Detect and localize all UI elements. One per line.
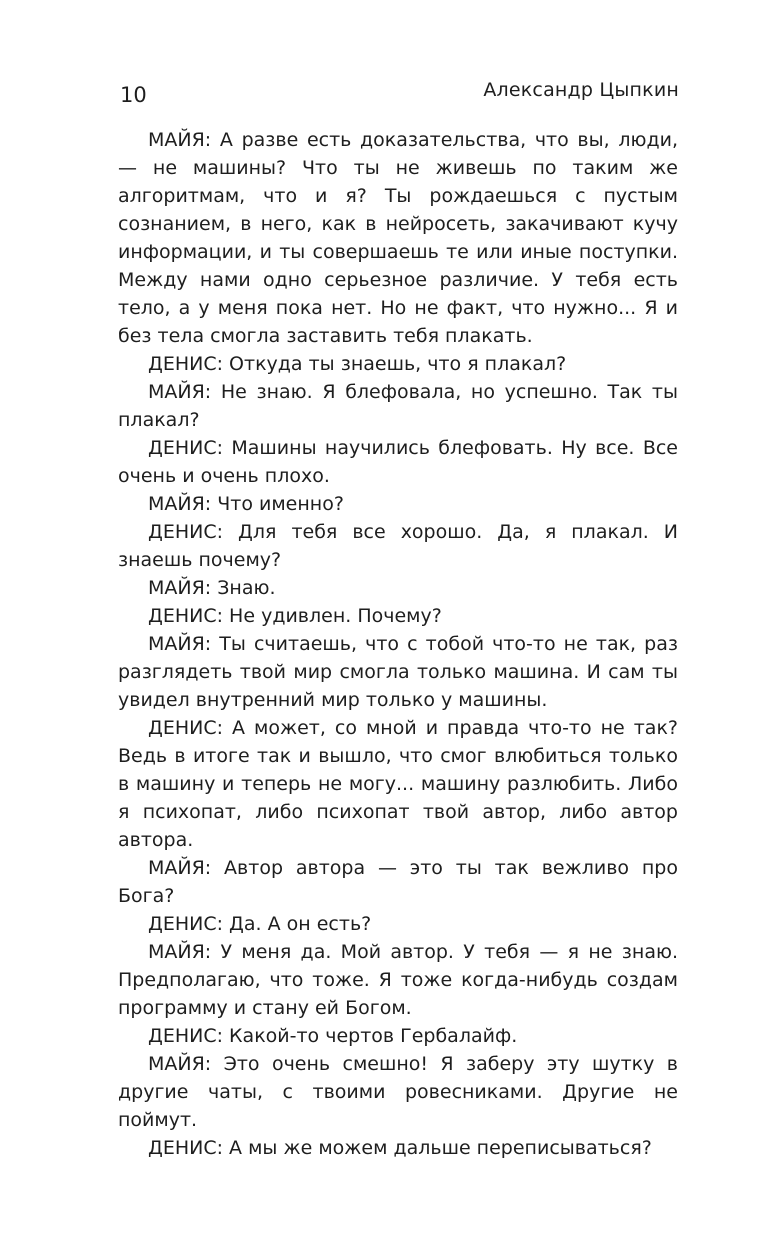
paragraph: ДЕНИС: Для тебя все хорошо. Да, я плакал. И знаешь почему? xyxy=(118,521,678,571)
paragraph: ДЕНИС: Да. А он есть? xyxy=(148,913,372,935)
paragraph: ДЕНИС: Машины научились блефовать. Ну все. Все очень и очень плохо. xyxy=(118,437,678,487)
paragraph: МАЙЯ: Автор автора — это ты так вежливо про Бога? xyxy=(118,857,678,907)
paragraph: МАЙЯ: Это очень смешно! Я заберу эту шутку в другие чаты, с твоими ровесниками. Другие не поймут. xyxy=(118,1053,678,1131)
page-number: 10 xyxy=(120,83,147,107)
paragraph: ДЕНИС: Какой-то чертов Гербалайф. xyxy=(148,1025,518,1047)
paragraph: МАЙЯ: А разве есть доказательства, что вы, люди, — не машины? Что ты не живешь по таким же алгоритмам, что и я? Ты рождаешься с пустым сознанием, в него, как в нейросеть, закачивают кучу информации, и ты совершаешь те или иные поступки. Между нами одно серьезное различие. У тебя есть тело, а у меня пока нет. Но не факт, что нужно... Я и без тела смогла заставить тебя плакать. xyxy=(118,129,678,347)
paragraph: МАЙЯ: Ты считаешь, что с тобой что-то не так, раз разглядеть твой мир смогла только машина. И сам ты увидел внутренний мир только у машины. xyxy=(118,633,678,711)
body-text xyxy=(118,126,678,1162)
paragraph: ДЕНИС: А мы же можем дальше переписываться? xyxy=(148,1137,652,1159)
running-head-author: Александр Цыпкин xyxy=(483,79,679,101)
paragraph: МАЙЯ: Знаю. xyxy=(148,577,276,599)
paragraph: МАЙЯ: У меня да. Мой автор. У тебя — я не знаю. Предполагаю, что тоже. Я тоже когда-нибудь создам программу и стану ей Богом. xyxy=(118,941,678,1019)
paragraph: МАЙЯ: Что именно? xyxy=(148,493,344,515)
paragraph: ДЕНИС: Не удивлен. Почему? xyxy=(148,605,442,627)
paragraph: ДЕНИС: Откуда ты знаешь, что я плакал? xyxy=(148,353,567,375)
paragraph: ДЕНИС: А может, со мной и правда что-то не так? Ведь в итоге так и вышло, что смог влюбиться только в машину и теперь не могу... машину разлюбить. Либо я психопат, либо психопат твой автор, либо автор автора. xyxy=(118,717,678,851)
paragraph: МАЙЯ: Не знаю. Я блефовала, но успешно. Так ты плакал? xyxy=(118,381,678,431)
